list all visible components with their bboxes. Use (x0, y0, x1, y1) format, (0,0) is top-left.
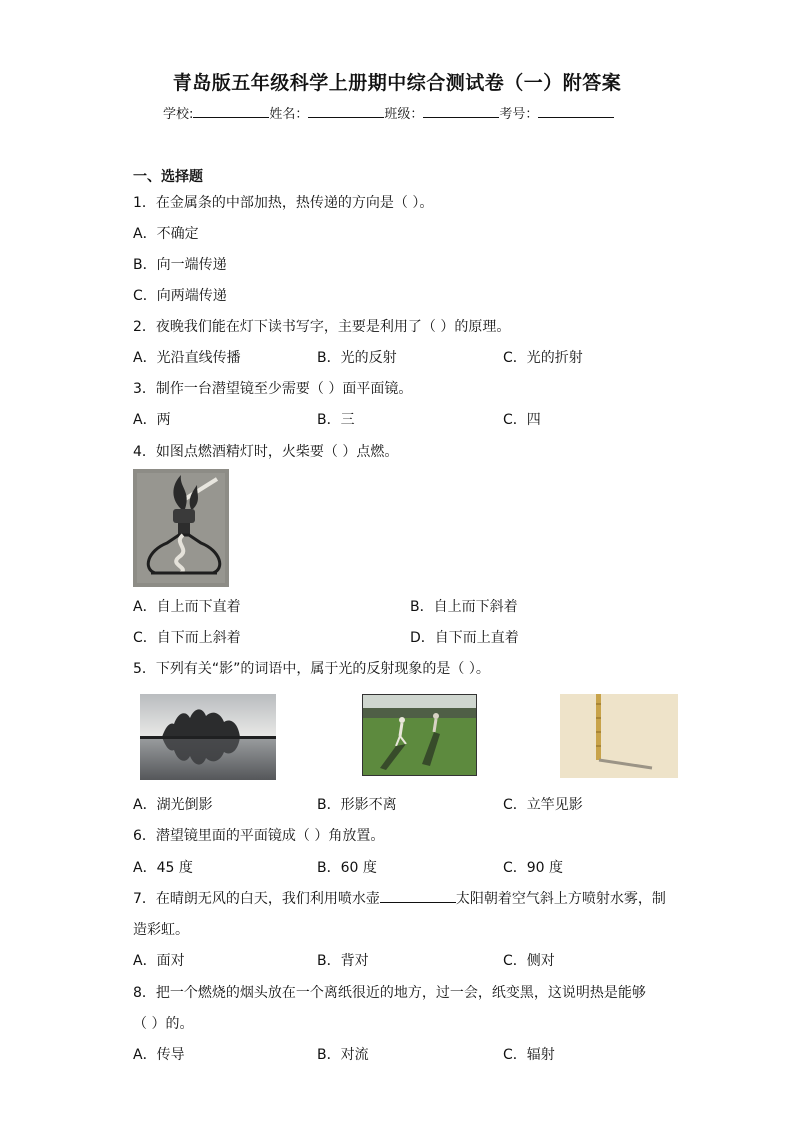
q3-option-c[interactable]: C．四 (503, 412, 541, 428)
name-blank[interactable] (308, 103, 384, 118)
class-label: 班级： (384, 107, 424, 122)
number-blank[interactable] (538, 103, 614, 118)
school-label: 学校: (163, 107, 194, 122)
q5-option-a[interactable]: A．湖光倒影 (133, 797, 213, 813)
pole-shadow-image (560, 694, 678, 778)
question-7-text (133, 888, 666, 908)
q4-option-c[interactable]: C．自下而上斜着 (133, 630, 241, 646)
alcohol-lamp-image (133, 469, 229, 587)
q5-option-b[interactable]: B．形影不离 (317, 797, 397, 813)
q3-option-b[interactable]: B．三 (317, 412, 355, 428)
q7-option-a[interactable]: A．面对 (133, 953, 185, 969)
question-5-text: 5．下列有关“影”的词语中，属于光的反射现象的是（ ）。 (133, 661, 490, 677)
q8-option-b[interactable]: B．对流 (317, 1047, 369, 1063)
question-8-text-line2: （ ）的。 (133, 1016, 194, 1032)
q1-option-c[interactable]: C．向两端传递 (133, 288, 227, 304)
q3-option-a[interactable]: A．两 (133, 412, 171, 428)
number-label: 考号： (499, 107, 539, 122)
shadow-figures-image (362, 694, 477, 776)
q7-fill-blank[interactable] (380, 888, 456, 903)
name-label: 姓名： (269, 107, 309, 122)
pole-shadow-drawing (560, 694, 678, 778)
q8-option-a[interactable]: A．传导 (133, 1047, 185, 1063)
question-2-text: 2．夜晚我们能在灯下读书写字，主要是利用了（ ）的原理。 (133, 319, 511, 335)
alcohol-lamp-drawing (133, 469, 229, 587)
q7-text-after: 太阳朝着空气斜上方喷射水雾，制 (455, 891, 666, 907)
section-heading: 一、选择题 (133, 169, 203, 185)
q2-option-a[interactable]: A．光沿直线传播 (133, 350, 241, 366)
shadow-figures-drawing (362, 694, 477, 776)
page-title: 青岛版五年级科学上册期中综合测试卷（一）附答案 (172, 72, 622, 94)
q6-option-c[interactable]: C．90 度 (503, 860, 564, 876)
q2-option-c[interactable]: C．光的折射 (503, 350, 583, 366)
question-8-text: 8．把一个燃烧的烟头放在一个离纸很近的地方，过一会，纸变黑，这说明热是能够 (133, 985, 646, 1001)
question-1-text: 1．在金属条的中部加热，热传递的方向是（ ）。 (133, 195, 434, 211)
q4-option-a[interactable]: A．自上而下直着 (133, 599, 241, 615)
q7-option-b[interactable]: B．背对 (317, 953, 369, 969)
lake-reflection-drawing (140, 694, 276, 780)
question-6-text: 6．潜望镜里面的平面镜成（ ）角放置。 (133, 828, 385, 844)
question-3-text: 3．制作一台潜望镜至少需要（ ）面平面镜。 (133, 381, 413, 397)
q7-option-c[interactable]: C．侧对 (503, 953, 555, 969)
q4-option-b[interactable]: B．自上而下斜着 (410, 599, 518, 615)
q6-option-a[interactable]: A．45 度 (133, 860, 193, 876)
school-blank[interactable] (193, 103, 269, 118)
question-4-text: 4．如图点燃酒精灯时，火柴要（ ）点燃。 (133, 444, 399, 460)
q1-option-a[interactable]: A．不确定 (133, 226, 199, 242)
q7-text-before: 7．在晴朗无风的白天，我们利用喷水壶 (133, 891, 380, 907)
lake-reflection-image (140, 694, 276, 780)
q6-option-b[interactable]: B．60 度 (317, 860, 377, 876)
q8-option-c[interactable]: C．辐射 (503, 1047, 555, 1063)
student-info-line (163, 103, 614, 122)
q5-option-c[interactable]: C．立竿见影 (503, 797, 583, 813)
question-7-text-line2: 造彩虹。 (133, 922, 189, 938)
q1-option-b[interactable]: B．向一端传递 (133, 257, 227, 273)
q4-option-d[interactable]: D．自下而上直着 (410, 630, 519, 646)
q2-option-b[interactable]: B．光的反射 (317, 350, 397, 366)
class-blank[interactable] (423, 103, 499, 118)
